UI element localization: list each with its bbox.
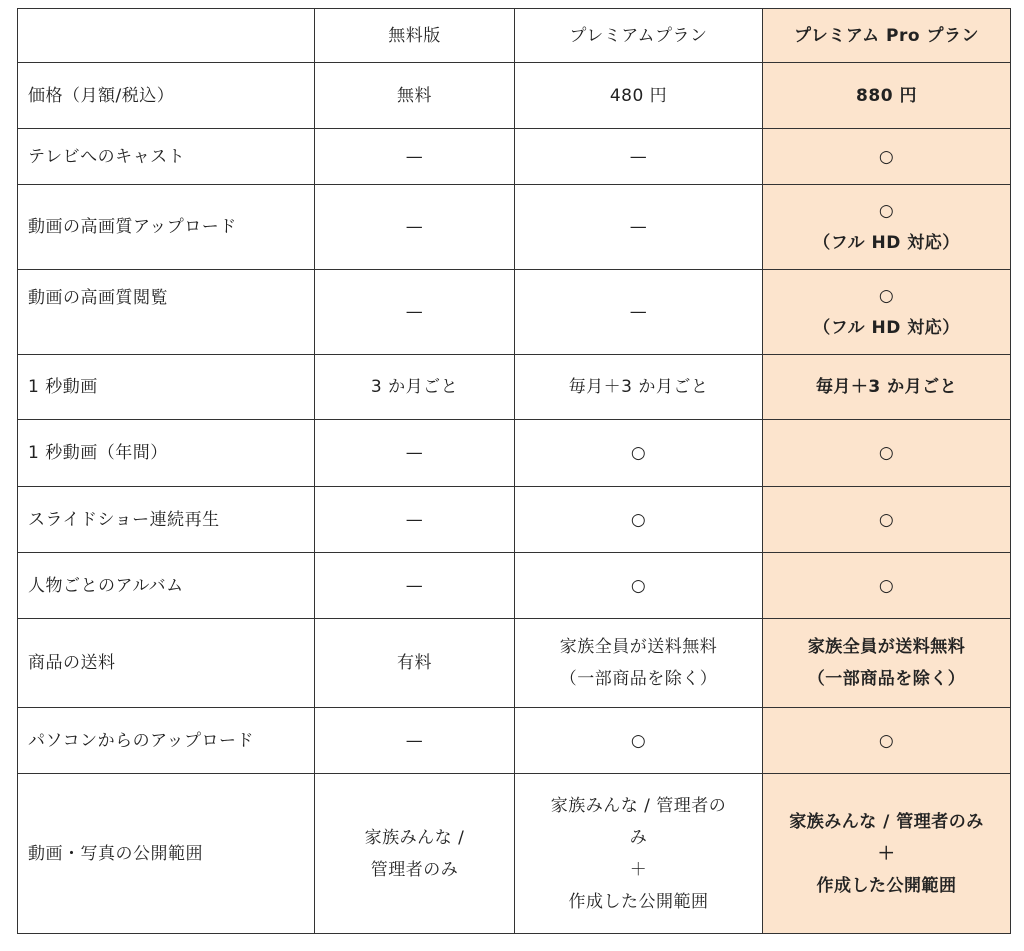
premium-plan-cell-line: 家族全員が送料無料 [559,637,718,657]
pro-plan-cell [763,487,1011,553]
pro-plan-cell-line: （フル HD 対応） [813,318,960,338]
premium-plan-cell [515,553,763,619]
table-row [18,63,1011,129]
pro-plan-cell [763,270,1011,355]
pro-plan-cell-line: ○ [878,509,895,530]
free-plan-cell [315,619,515,708]
free-plan-cell [315,487,515,553]
premium-plan-cell [515,63,763,129]
pro-plan-cell-line: ○ [878,443,895,463]
premium-plan-cell-line: ○ [630,443,647,463]
free-plan-cell-line: 3 か月ごと [370,377,459,397]
pro-plan-cell-line: ○ [878,201,895,221]
premium-plan-cell-line: — [629,302,648,322]
pro-plan-cell [763,355,1011,420]
premium-plan-cell [515,708,763,774]
free-plan-cell-line: 家族みんな / [364,827,465,848]
pro-plan-cell [763,708,1011,774]
free-plan-cell-line: — [405,509,424,530]
premium-plan-cell-line: 家族みんな / 管理者の [550,795,727,816]
free-plan-cell [315,708,515,774]
feature-label: 動画・写真の公開範囲 [18,774,315,934]
table-row [18,487,1011,553]
premium-plan-cell-line: 480 円 [609,85,668,106]
feature-label: パソコンからのアップロード [18,708,315,774]
premium-plan-cell-line: 作成した公開範囲 [568,891,709,912]
feature-label: 動画の高画質アップロード [18,185,315,270]
premium-plan-cell-line: — [629,217,648,237]
pro-plan-cell [763,185,1011,270]
table-row [18,553,1011,619]
table-body [18,9,1011,934]
premium-plan-cell-line: ○ [630,509,647,530]
header-row [18,9,1011,63]
pro-plan-cell [763,129,1011,185]
pro-plan-cell-line: ○ [878,730,895,751]
premium-plan-cell-line: （一部商品を除く） [559,669,718,689]
free-plan-cell-line: — [405,443,424,463]
table-row [18,270,1011,355]
free-plan-cell [315,63,515,129]
pro-plan-cell [763,420,1011,487]
header-premium-plan: プレミアムプラン [515,9,763,63]
feature-label: テレビへのキャスト [18,129,315,185]
feature-label: スライドショー連続再生 [18,487,315,553]
premium-plan-cell [515,619,763,708]
free-plan-cell [315,774,515,934]
table-row [18,355,1011,420]
premium-plan-cell [515,487,763,553]
pro-plan-cell-line: 880 円 [856,85,917,106]
premium-plan-cell [515,355,763,420]
premium-plan-cell-line: み [629,827,648,848]
free-plan-cell-line: — [405,730,424,751]
pro-plan-cell-line: ○ [878,146,895,167]
feature-label: 商品の送料 [18,619,315,708]
pro-plan-cell-line: （一部商品を除く） [807,669,966,689]
feature-label: 人物ごとのアルバム [18,553,315,619]
premium-plan-cell [515,185,763,270]
pro-plan-cell [763,63,1011,129]
free-plan-cell [315,420,515,487]
premium-plan-cell [515,420,763,487]
premium-plan-cell-line: ○ [630,575,647,596]
table-row [18,774,1011,934]
free-plan-cell-line: — [405,146,424,167]
pro-plan-cell-line: 作成した公開範囲 [816,875,957,896]
free-plan-cell [315,185,515,270]
header-free-plan: 無料版 [315,9,515,63]
free-plan-cell-line: 管理者のみ [370,859,459,880]
pro-plan-cell-line: （フル HD 対応） [813,233,960,253]
free-plan-cell-line: — [405,575,424,596]
pro-plan-cell [763,553,1011,619]
table-row [18,420,1011,487]
pro-plan-cell [763,774,1011,934]
premium-plan-cell-line: ○ [630,730,647,751]
free-plan-cell [315,553,515,619]
premium-plan-cell [515,129,763,185]
premium-plan-cell [515,774,763,934]
table-row [18,129,1011,185]
plan-comparison-table [17,8,1011,934]
table-row [18,619,1011,708]
pro-plan-cell-line: ○ [878,575,895,596]
table-row [18,708,1011,774]
feature-label: 1 秒動画（年間） [18,420,315,487]
free-plan-cell-line: 有料 [397,653,432,673]
free-plan-cell [315,129,515,185]
pro-plan-cell-line: ＋ [877,843,896,864]
free-plan-cell-line: — [405,217,424,237]
premium-plan-cell-line: 毎月＋3 か月ごと [568,377,709,397]
free-plan-cell [315,355,515,420]
feature-label: 価格（月額/税込） [18,63,315,129]
free-plan-cell [315,270,515,355]
pro-plan-cell-line: 家族みんな / 管理者のみ [789,811,984,832]
premium-plan-cell-line: — [629,146,648,167]
premium-plan-cell [515,270,763,355]
header-feature-cell [18,9,315,63]
feature-label: 1 秒動画 [18,355,315,420]
free-plan-cell-line: — [405,302,424,322]
pro-plan-cell-line: ○ [878,286,895,306]
feature-label: 動画の高画質閲覧 [18,270,315,355]
free-plan-cell-line: 無料 [397,85,432,106]
pro-plan-cell-line: 毎月＋3 か月ごと [815,377,958,397]
header-pro-plan: プレミアム Pro プラン [763,9,1011,63]
pro-plan-cell [763,619,1011,708]
table-row [18,185,1011,270]
premium-plan-cell-line: ＋ [629,859,648,880]
pro-plan-cell-line: 家族全員が送料無料 [807,637,966,657]
